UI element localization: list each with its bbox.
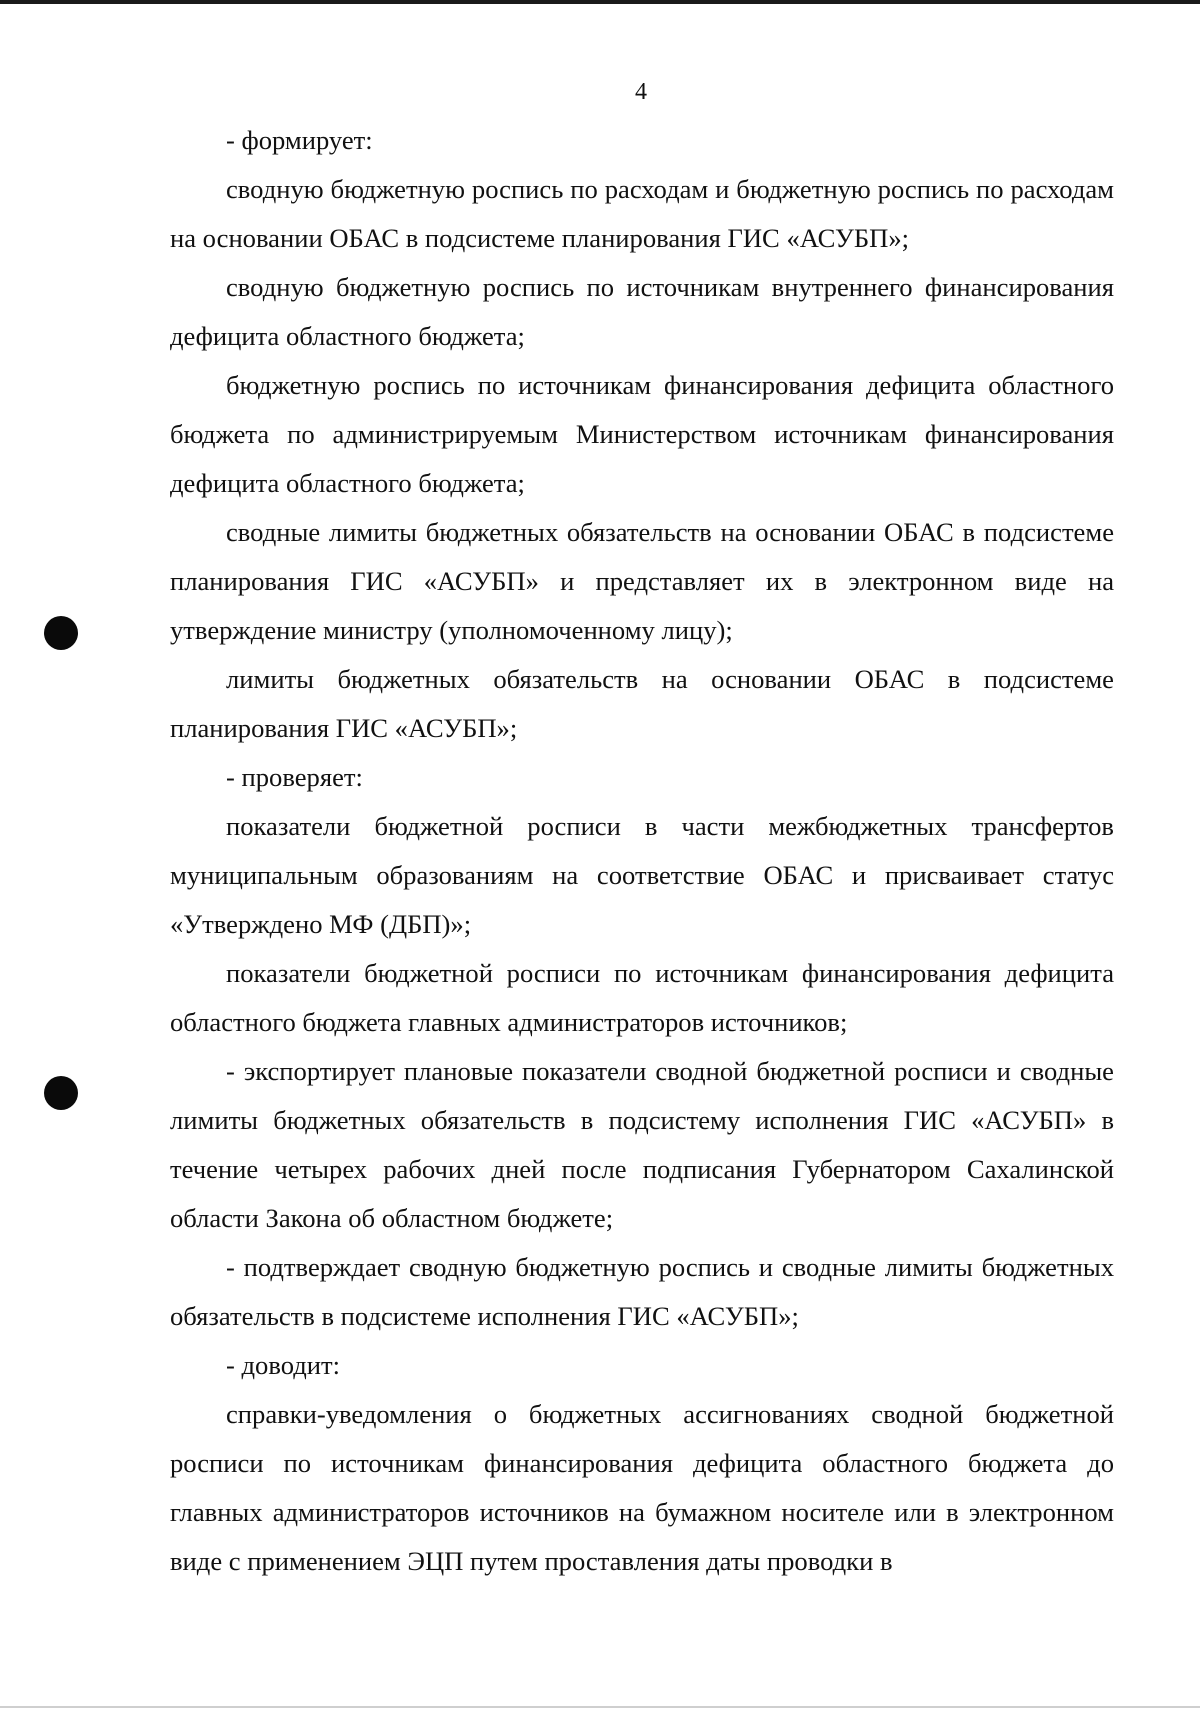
- paragraph: бюджетную роспись по источникам финансирования дефицита областного бюджета по администрируемым Министерством источникам финансирования дефицита областного бюджета;: [170, 370, 1114, 498]
- page-number: 4: [635, 79, 647, 105]
- paragraph: справки-уведомления о бюджетных ассигнованиях сводной бюджетной росписи по источникам финансирования дефицита областного бюджета до главных администраторов источников на бумажном носителе или в электронном виде с применением ЭЦП путем проставления даты проводки в: [170, 1399, 1114, 1576]
- document-body: [170, 116, 1114, 1586]
- paragraph: показатели бюджетной росписи в части межбюджетных трансфертов муниципальным образованиям на соответствие ОБАС и присваивает статус «Утверждено МФ (ДБП)»;: [170, 811, 1114, 939]
- paragraph: сводную бюджетную роспись по источникам внутреннего финансирования дефицита областного бюджета;: [170, 272, 1114, 351]
- punch-hole-upper: [44, 616, 78, 650]
- paragraph: сводную бюджетную роспись по расходам и бюджетную роспись по расходам на основании ОБАС в подсистеме планирования ГИС «АСУБП»;: [170, 174, 1114, 253]
- paragraph: сводные лимиты бюджетных обязательств на основании ОБАС в подсистеме планирования ГИС «АСУБП» и представляет их в электронном виде на утверждение министру (уполномоченному лицу);: [170, 517, 1114, 645]
- paragraph-forms-header: - формирует:: [226, 125, 373, 155]
- scan-top-edge: [0, 0, 1200, 4]
- scan-bottom-edge: [0, 1706, 1200, 1708]
- paragraph-delivers-header: - доводит:: [226, 1350, 341, 1380]
- paragraph: лимиты бюджетных обязательств на основании ОБАС в подсистеме планирования ГИС «АСУБП»;: [170, 664, 1114, 743]
- punch-hole-lower: [44, 1076, 78, 1110]
- paragraph: - подтверждает сводную бюджетную роспись и сводные лимиты бюджетных обязательств в подсистеме исполнения ГИС «АСУБП»;: [170, 1252, 1114, 1331]
- paragraph: - экспортирует плановые показатели сводной бюджетной росписи и сводные лимиты бюджетных обязательств в подсистему исполнения ГИС «АСУБП» в течение четырех рабочих дней после подписания Губернатором Сахалинской области Закона об областном бюджете;: [170, 1056, 1114, 1233]
- paragraph: показатели бюджетной росписи по источникам финансирования дефицита областного бюджета главных администраторов источников;: [170, 958, 1114, 1037]
- paragraph-checks-header: - проверяет:: [226, 762, 363, 792]
